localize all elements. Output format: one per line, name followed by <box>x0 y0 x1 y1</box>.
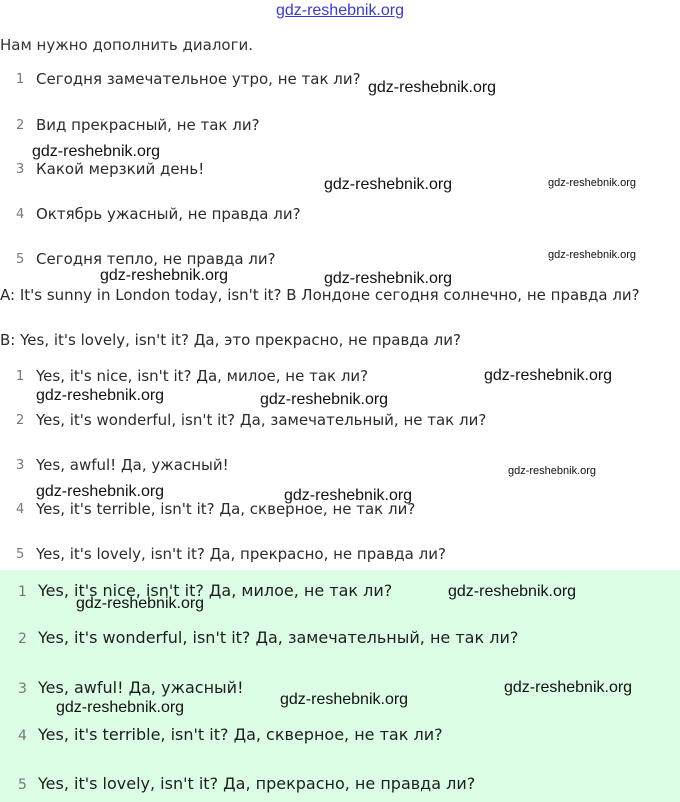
watermark: gdz-reshebnik.org <box>448 583 577 600</box>
answer-text: Yes, it's lovely, isn't it? Да, прекрасно, не правда ли? <box>38 774 476 793</box>
answer-number: 2 <box>18 631 27 647</box>
watermark: gdz-reshebnik.org <box>508 465 597 477</box>
question-text: Какой мерзкий день! <box>36 160 205 178</box>
answer-text: Yes, awful! Да, ужасный! <box>38 678 244 697</box>
watermark: gdz-reshebnik.org <box>548 249 637 261</box>
question-number: 5 <box>16 252 25 267</box>
example-line-b: B: Yes, it's lovely, isn't it? Да, это прекрасно, не правда ли? <box>0 331 461 349</box>
question-text: Сегодня тепло, не правда ли? <box>36 250 276 268</box>
answer-number: 4 <box>18 728 27 744</box>
question-number: 1 <box>16 72 25 87</box>
watermark: gdz-reshebnik.org <box>56 699 185 716</box>
watermark: gdz-reshebnik.org <box>36 387 165 404</box>
answer-number: 5 <box>16 547 25 562</box>
answer-number: 3 <box>16 458 25 473</box>
answer-text: Yes, it's terrible, isn't it? Да, скверное, не так ли? <box>36 500 416 518</box>
answer-text: Yes, awful! Да, ужасный! <box>36 456 229 474</box>
answer-text: Yes, it's nice, isn't it? Да, милое, не так ли? <box>36 367 369 385</box>
watermark: gdz-reshebnik.org <box>76 595 205 612</box>
answer-number: 1 <box>18 584 27 600</box>
question-number: 4 <box>16 207 25 222</box>
question-text: Сегодня замечательное утро, не так ли? <box>36 70 361 88</box>
answer-text: Yes, it's wonderful, isn't it? Да, замечательный, не так ли? <box>36 411 487 429</box>
watermark: gdz-reshebnik.org <box>284 487 413 504</box>
watermark: gdz-reshebnik.org <box>324 176 453 193</box>
question-text: Вид прекрасный, не так ли? <box>36 116 260 134</box>
answer-text: Yes, it's lovely, isn't it? Да, прекрасно, не правда ли? <box>36 545 446 563</box>
question-number: 3 <box>16 162 25 177</box>
task-intro: Нам нужно дополнить диалоги. <box>0 36 254 54</box>
watermark: gdz-reshebnik.org <box>260 391 389 408</box>
answer-text: Yes, it's nice, isn't it? Да, милое, не так ли? <box>38 581 393 600</box>
watermark: gdz-reshebnik.org <box>100 267 229 284</box>
answer-text: Yes, it's terrible, isn't it? Да, скверное, не так ли? <box>38 725 443 744</box>
answer-number: 3 <box>18 681 27 697</box>
example-line-a: A: It's sunny in London today, isn't it? В Лондоне сегодня солнечно, не правда ли? <box>0 286 640 304</box>
watermark: gdz-reshebnik.org <box>36 483 165 500</box>
watermark: gdz-reshebnik.org <box>484 367 613 384</box>
watermark: gdz-reshebnik.org <box>280 691 409 708</box>
watermark: gdz-reshebnik.org <box>368 79 497 96</box>
watermark: gdz-reshebnik.org <box>504 679 633 696</box>
answer-text: Yes, it's wonderful, isn't it? Да, замечательный, не так ли? <box>38 628 519 647</box>
site-link[interactable]: gdz-reshebnik.org <box>275 2 405 19</box>
question-number: 2 <box>16 118 25 133</box>
watermark: gdz-reshebnik.org <box>32 143 161 160</box>
watermark: gdz-reshebnik.org <box>324 270 453 287</box>
answer-number: 2 <box>16 413 25 428</box>
question-text: Октябрь ужасный, не правда ли? <box>36 205 301 223</box>
watermark: gdz-reshebnik.org <box>548 177 637 189</box>
answer-number: 5 <box>18 777 27 793</box>
answer-number: 1 <box>16 369 25 384</box>
answer-number: 4 <box>16 502 25 517</box>
